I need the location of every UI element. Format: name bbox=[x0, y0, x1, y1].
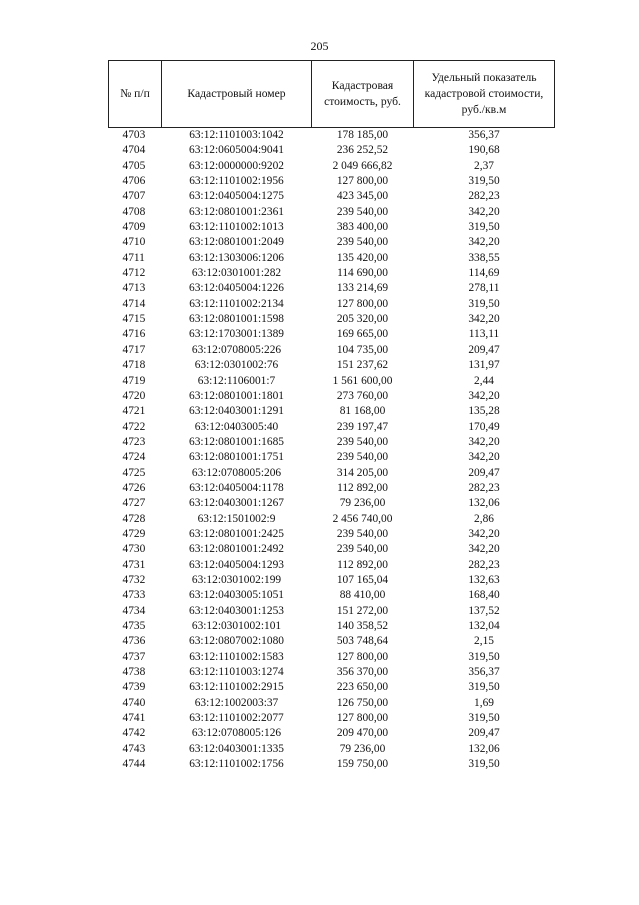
table-header bbox=[109, 61, 555, 128]
row-number: 4709 bbox=[122, 221, 146, 234]
cadastral-number: 63:12:1106001:7 bbox=[197, 374, 276, 387]
row-number: 4740 bbox=[122, 696, 146, 709]
cadastral-value: 273 760,00 bbox=[336, 389, 389, 402]
cadastral-value: 112 892,00 bbox=[337, 481, 388, 494]
cadastral-value: 114 690,00 bbox=[337, 267, 388, 280]
row-number: 4705 bbox=[122, 159, 146, 172]
table-row bbox=[109, 466, 555, 481]
table-row bbox=[109, 496, 555, 511]
cadastral-value: 126 750,00 bbox=[336, 696, 389, 709]
cadastral-number: 63:12:1002003:37 bbox=[194, 696, 279, 709]
cadastral-number: 63:12:0405004:1178 bbox=[189, 481, 284, 494]
row-number: 4732 bbox=[122, 573, 146, 586]
specific-indicator: 2,15 bbox=[474, 635, 494, 648]
row-number: 4736 bbox=[122, 635, 146, 648]
cadastral-value: 239 540,00 bbox=[336, 236, 389, 249]
cadastral-number: 63:12:1101002:1756 bbox=[189, 758, 284, 771]
specific-indicator: 170,49 bbox=[468, 420, 500, 433]
header-cadastral-value: Кадастровая стоимость, руб. bbox=[312, 61, 414, 128]
table-row bbox=[109, 680, 555, 695]
specific-indicator: 319,50 bbox=[468, 650, 500, 663]
cadastral-value: 133 214,69 bbox=[336, 282, 389, 295]
cadastral-value: 239 540,00 bbox=[336, 527, 389, 540]
cadastral-value: 159 750,00 bbox=[336, 758, 389, 771]
row-number: 4722 bbox=[122, 420, 146, 433]
cadastral-number: 63:12:0801001:2049 bbox=[189, 236, 284, 249]
specific-indicator: 132,63 bbox=[468, 573, 500, 586]
cadastral-number: 63:12:1303006:1206 bbox=[189, 251, 284, 264]
cadastral-number: 63:12:1101002:1013 bbox=[189, 221, 284, 234]
cadastral-value: 239 540,00 bbox=[336, 435, 389, 448]
row-number: 4733 bbox=[122, 589, 146, 602]
cadastral-number: 63:12:0801001:1685 bbox=[189, 435, 284, 448]
row-number: 4720 bbox=[122, 389, 146, 402]
table-row bbox=[109, 389, 555, 404]
cadastral-number: 63:12:0708005:226 bbox=[191, 343, 282, 356]
specific-indicator: 209,47 bbox=[468, 727, 500, 740]
cadastral-value: 107 165,04 bbox=[336, 573, 389, 586]
specific-indicator: 282,23 bbox=[468, 481, 500, 494]
row-number: 4727 bbox=[122, 497, 146, 510]
cadastral-number: 63:12:1101002:1583 bbox=[189, 650, 284, 663]
header-specific-indicator: Удельный показатель кадастровой стоимости, руб./кв.м bbox=[414, 61, 555, 128]
table-row bbox=[109, 665, 555, 680]
cadastral-number: 63:12:0000000:9202 bbox=[189, 159, 284, 172]
row-number: 4742 bbox=[122, 727, 146, 740]
cadastral-number: 63:12:0801001:2425 bbox=[189, 527, 284, 540]
row-number: 4718 bbox=[122, 359, 146, 372]
cadastral-table bbox=[108, 60, 555, 772]
cadastral-number: 63:12:0403005:1051 bbox=[189, 589, 284, 602]
table-row bbox=[109, 374, 555, 389]
cadastral-value: 503 748,64 bbox=[336, 635, 389, 648]
cadastral-number: 63:12:0403001:1267 bbox=[189, 497, 284, 510]
specific-indicator: 282,23 bbox=[468, 558, 500, 571]
cadastral-value: 112 892,00 bbox=[337, 558, 388, 571]
specific-indicator: 356,37 bbox=[468, 666, 500, 679]
specific-indicator: 135,28 bbox=[468, 405, 500, 418]
cadastral-number: 63:12:1101002:1956 bbox=[189, 175, 284, 188]
cadastral-number: 63:12:1101002:2077 bbox=[189, 712, 284, 725]
cadastral-value: 239 540,00 bbox=[336, 543, 389, 556]
cadastral-number: 63:12:0403001:1291 bbox=[189, 405, 284, 418]
cadastral-number: 63:12:0405004:1275 bbox=[189, 190, 284, 203]
table-row bbox=[109, 573, 555, 588]
row-number: 4741 bbox=[122, 712, 146, 725]
table-row bbox=[109, 143, 555, 158]
specific-indicator: 338,55 bbox=[468, 251, 500, 264]
table-row bbox=[109, 634, 555, 649]
row-number: 4744 bbox=[122, 758, 146, 771]
table-row bbox=[109, 757, 555, 772]
specific-indicator: 342,20 bbox=[468, 527, 500, 540]
cadastral-number: 63:12:0403005:40 bbox=[194, 420, 279, 433]
specific-indicator: 319,50 bbox=[468, 221, 500, 234]
table-row bbox=[109, 251, 555, 266]
specific-indicator: 319,50 bbox=[468, 297, 500, 310]
row-number: 4708 bbox=[122, 205, 146, 218]
row-number: 4710 bbox=[122, 236, 146, 249]
specific-indicator: 342,20 bbox=[468, 313, 500, 326]
cadastral-value: 140 358,52 bbox=[336, 620, 389, 632]
specific-indicator: 319,50 bbox=[468, 758, 500, 771]
specific-indicator: 2,86 bbox=[474, 512, 494, 525]
cadastral-value: 236 252,52 bbox=[336, 144, 389, 157]
specific-indicator: 190,68 bbox=[468, 144, 500, 157]
cadastral-value: 239 540,00 bbox=[336, 451, 389, 464]
row-number: 4719 bbox=[122, 374, 146, 387]
row-number: 4726 bbox=[122, 481, 146, 494]
cadastral-value: 127 800,00 bbox=[336, 297, 389, 310]
cadastral-number: 63:12:0801001:1801 bbox=[189, 389, 284, 402]
cadastral-value: 178 185,00 bbox=[336, 129, 389, 141]
table-row bbox=[109, 742, 555, 757]
row-number: 4724 bbox=[122, 451, 146, 464]
specific-indicator: 209,47 bbox=[468, 466, 500, 479]
row-number: 4723 bbox=[122, 435, 146, 448]
cadastral-number: 63:12:0405004:1226 bbox=[189, 282, 284, 295]
header-num: № п/п bbox=[109, 61, 162, 128]
table-row bbox=[109, 619, 555, 634]
table-row bbox=[109, 604, 555, 619]
specific-indicator: 132,06 bbox=[468, 742, 500, 755]
table-row bbox=[109, 189, 555, 204]
table-row bbox=[109, 711, 555, 726]
cadastral-value: 88 410,00 bbox=[339, 589, 386, 602]
cadastral-value: 151 272,00 bbox=[336, 604, 389, 617]
specific-indicator: 1,69 bbox=[474, 696, 494, 709]
page-number: 205 bbox=[310, 39, 329, 53]
specific-indicator: 2,44 bbox=[474, 374, 494, 387]
cadastral-value: 1 561 600,00 bbox=[332, 374, 393, 387]
cadastral-value: 79 236,00 bbox=[339, 497, 386, 510]
cadastral-number: 63:12:0301001:282 bbox=[191, 267, 282, 280]
row-number: 4713 bbox=[122, 282, 146, 295]
cadastral-value: 209 470,00 bbox=[336, 727, 389, 740]
cadastral-number: 63:12:1101002:2134 bbox=[189, 297, 284, 310]
table-row bbox=[109, 358, 555, 373]
row-number: 4725 bbox=[122, 466, 146, 479]
specific-indicator: 319,50 bbox=[468, 681, 500, 694]
row-number: 4704 bbox=[122, 144, 146, 157]
row-number: 4703 bbox=[122, 129, 146, 141]
row-number: 4735 bbox=[122, 620, 146, 632]
cadastral-value: 2 456 740,00 bbox=[332, 512, 393, 525]
cadastral-number: 63:12:0301002:199 bbox=[191, 573, 282, 586]
table-body bbox=[109, 128, 555, 773]
row-number: 4738 bbox=[122, 666, 146, 679]
cadastral-value: 104 735,00 bbox=[336, 343, 389, 356]
specific-indicator: 342,20 bbox=[468, 236, 500, 249]
specific-indicator: 209,47 bbox=[468, 343, 500, 356]
table-row bbox=[109, 527, 555, 542]
cadastral-number: 63:12:0801001:1751 bbox=[189, 451, 284, 464]
cadastral-value: 127 800,00 bbox=[336, 650, 389, 663]
row-number: 4715 bbox=[122, 313, 146, 326]
row-number: 4716 bbox=[122, 328, 146, 341]
cadastral-number: 63:12:0403001:1335 bbox=[189, 742, 284, 755]
table-row bbox=[109, 450, 555, 465]
specific-indicator: 282,23 bbox=[468, 190, 500, 203]
specific-indicator: 319,50 bbox=[468, 712, 500, 725]
cadastral-value: 127 800,00 bbox=[336, 175, 389, 188]
table-row bbox=[109, 312, 555, 327]
cadastral-value: 127 800,00 bbox=[336, 712, 389, 725]
table-row bbox=[109, 205, 555, 220]
cadastral-number: 63:12:0301002:76 bbox=[194, 359, 279, 372]
specific-indicator: 356,37 bbox=[468, 129, 500, 141]
row-number: 4712 bbox=[122, 267, 146, 280]
row-number: 4711 bbox=[122, 251, 145, 264]
table-row bbox=[109, 558, 555, 573]
header-cadastral-number: Кадастровый номер bbox=[162, 61, 312, 128]
specific-indicator: 132,04 bbox=[468, 620, 500, 632]
cadastral-number: 63:12:0801001:2492 bbox=[189, 543, 284, 556]
row-number: 4743 bbox=[122, 742, 146, 755]
table-row bbox=[109, 159, 555, 174]
row-number: 4706 bbox=[122, 175, 146, 188]
cadastral-value: 205 320,00 bbox=[336, 313, 389, 326]
table-row bbox=[109, 266, 555, 281]
cadastral-value: 314 205,00 bbox=[336, 466, 389, 479]
row-number: 4737 bbox=[122, 650, 146, 663]
table-row bbox=[109, 650, 555, 665]
row-number: 4731 bbox=[122, 558, 146, 571]
cadastral-number: 63:12:0801001:1598 bbox=[189, 313, 284, 326]
row-number: 4739 bbox=[122, 681, 146, 694]
row-number: 4721 bbox=[122, 405, 146, 418]
row-number: 4734 bbox=[122, 604, 146, 617]
cadastral-number: 63:12:0807002:1080 bbox=[189, 635, 284, 648]
row-number: 4729 bbox=[122, 527, 146, 540]
table-row bbox=[109, 297, 555, 312]
table-row bbox=[109, 220, 555, 235]
cadastral-number: 63:12:0708005:206 bbox=[191, 466, 282, 479]
table-row bbox=[109, 696, 555, 711]
specific-indicator: 278,11 bbox=[468, 282, 500, 295]
table-row bbox=[109, 420, 555, 435]
cadastral-value: 223 650,00 bbox=[336, 681, 389, 694]
cadastral-number: 63:12:1703001:1389 bbox=[189, 328, 284, 341]
cadastral-value: 239 540,00 bbox=[336, 205, 389, 218]
cadastral-number: 63:12:0605004:9041 bbox=[189, 144, 284, 157]
cadastral-number: 63:12:0301002:101 bbox=[191, 620, 282, 632]
cadastral-value: 79 236,00 bbox=[339, 742, 386, 755]
row-number: 4707 bbox=[122, 190, 146, 203]
cadastral-number: 63:12:0403001:1253 bbox=[189, 604, 284, 617]
specific-indicator: 168,40 bbox=[468, 589, 500, 602]
cadastral-value: 2 049 666,82 bbox=[332, 159, 393, 172]
table-row bbox=[109, 588, 555, 603]
row-number: 4717 bbox=[122, 343, 146, 356]
cadastral-value: 383 400,00 bbox=[336, 221, 389, 234]
specific-indicator: 2,37 bbox=[474, 159, 494, 172]
cadastral-number: 63:12:1101002:2915 bbox=[189, 681, 284, 694]
cadastral-value: 239 197,47 bbox=[336, 420, 389, 433]
specific-indicator: 342,20 bbox=[468, 543, 500, 556]
table-row bbox=[109, 435, 555, 450]
table-row bbox=[109, 327, 555, 342]
specific-indicator: 113,11 bbox=[468, 328, 500, 341]
cadastral-number: 63:12:0801001:2361 bbox=[189, 205, 284, 218]
specific-indicator: 342,20 bbox=[468, 451, 500, 464]
specific-indicator: 132,06 bbox=[468, 497, 500, 510]
table-row bbox=[109, 343, 555, 358]
cadastral-value: 135 420,00 bbox=[336, 251, 389, 264]
table-row bbox=[109, 512, 555, 527]
cadastral-number: 63:12:0708005:126 bbox=[191, 727, 282, 740]
specific-indicator: 137,52 bbox=[468, 604, 500, 617]
table-row bbox=[109, 542, 555, 557]
specific-indicator: 131,97 bbox=[468, 359, 500, 372]
cadastral-number: 63:12:1101003:1042 bbox=[189, 129, 284, 141]
table-row bbox=[109, 481, 555, 496]
specific-indicator: 342,20 bbox=[468, 389, 500, 402]
cadastral-number: 63:12:1501002:9 bbox=[197, 512, 276, 525]
specific-indicator: 342,20 bbox=[468, 435, 500, 448]
table-row bbox=[109, 128, 555, 144]
row-number: 4714 bbox=[122, 297, 146, 310]
cadastral-value: 423 345,00 bbox=[336, 190, 389, 203]
table-row bbox=[109, 235, 555, 250]
table-row bbox=[109, 281, 555, 296]
specific-indicator: 319,50 bbox=[468, 175, 500, 188]
cadastral-value: 151 237,62 bbox=[336, 359, 389, 372]
table-row bbox=[109, 174, 555, 189]
cadastral-value: 81 168,00 bbox=[339, 405, 386, 418]
row-number: 4728 bbox=[122, 512, 146, 525]
cadastral-number: 63:12:0405004:1293 bbox=[189, 558, 284, 571]
cadastral-number: 63:12:1101003:1274 bbox=[189, 666, 284, 679]
cadastral-value: 169 665,00 bbox=[336, 328, 389, 341]
specific-indicator: 114,69 bbox=[468, 267, 500, 280]
row-number: 4730 bbox=[122, 543, 146, 556]
table-row bbox=[109, 726, 555, 741]
table-row bbox=[109, 404, 555, 419]
specific-indicator: 342,20 bbox=[468, 205, 500, 218]
cadastral-value: 356 370,00 bbox=[336, 666, 389, 679]
